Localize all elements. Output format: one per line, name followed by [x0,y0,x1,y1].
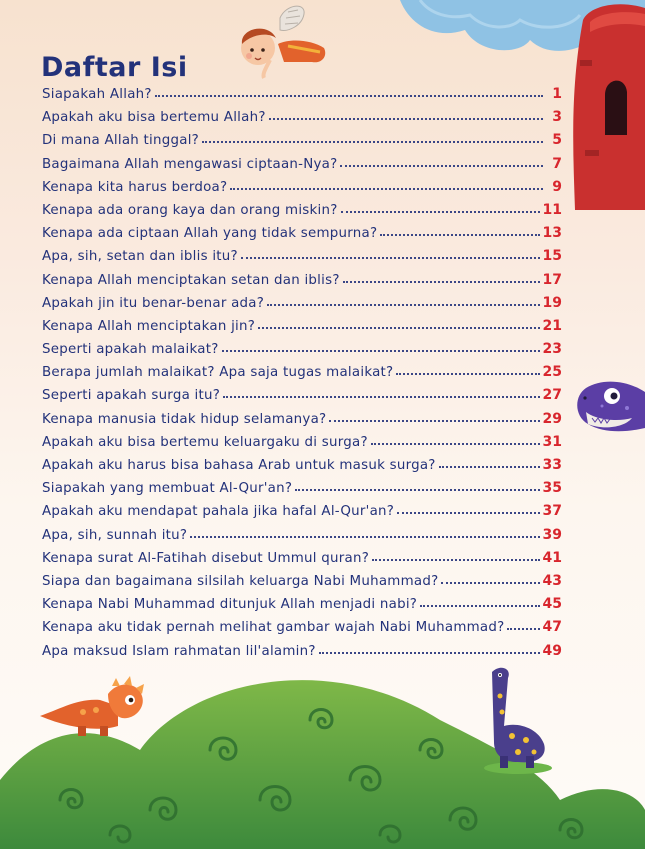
toc-entry-page-number: 49 [542,642,562,659]
toc-entry[interactable] [42,527,562,550]
toc-leader-dots [222,348,540,352]
toc-leader-dots [372,557,539,561]
toc-leader-dots [269,116,543,120]
flying-angel-illustration [228,4,338,84]
toc-entry-question: Apakah aku harus bisa bahasa Arab untuk masuk surga? [42,458,436,473]
toc-entry[interactable] [42,132,562,155]
toc-entry-page-number: 11 [542,201,562,218]
toc-leader-dots [241,255,540,259]
toc-leader-dots [258,325,539,329]
toc-entry-page-number: 31 [542,433,562,450]
toc-entry-question: Bagaimana Allah mengawasi ciptaan-Nya? [42,156,338,172]
toc-entry[interactable] [42,248,562,271]
toc-entry-question: Kenapa ada orang kaya dan orang miskin? [42,202,338,218]
toc-entry-question: Di mana Allah tinggal? [42,133,200,149]
toc-entry[interactable] [42,503,562,526]
toc-entry-question: Siapakah Allah? [42,87,152,102]
toc-entry[interactable] [42,434,562,457]
toc-entry[interactable] [42,272,562,295]
toc-entry[interactable] [42,156,562,179]
toc-entry-question: Siapa dan bagaimana silsilah keluarga Nabi Muhammad? [42,573,439,589]
toc-entry[interactable] [42,318,562,341]
toc-leader-dots [267,302,539,306]
toc-entry-question: Siapakah yang membuat Al-Qur'an? [42,481,293,497]
toc-entry-page-number: 5 [552,132,562,149]
toc-leader-dots [340,163,543,167]
red-tower-illustration [565,0,645,210]
toc-entry-question: Apa, sih, setan dan iblis itu? [42,249,238,265]
toc-entry[interactable] [42,596,562,619]
toc-entry[interactable] [42,480,562,503]
toc-entry-page-number: 39 [542,526,562,543]
toc-leader-dots [155,93,543,97]
toc-leader-dots [396,371,539,375]
toc-entry-page-number: 41 [542,549,562,566]
toc-entry-page-number: 33 [542,457,562,473]
toc-entry-question: Kenapa manusia tidak hidup selamanya? [42,411,327,427]
toc-title: Daftar Isi [41,52,188,83]
toc-entry-page-number: 29 [542,410,562,427]
toc-entry-question: Apa, sih, sunnah itu? [42,527,188,543]
toc-entry[interactable] [42,364,562,387]
toc-entry-question: Kenapa Allah menciptakan setan dan iblis? [42,272,340,288]
orange-triceratops-illustration [38,676,148,738]
toc-leader-dots [230,186,543,190]
toc-entry-question: Seperti apakah surga itu? [42,388,221,404]
toc-entry-page-number: 35 [542,480,562,497]
toc-entry-question: Kenapa aku tidak pernah melihat gambar wajah Nabi Muhammad? [42,620,505,636]
toc-leader-dots [380,232,539,236]
toc-entry-page-number: 7 [552,155,562,172]
toc-entry[interactable] [42,179,562,202]
toc-entry[interactable] [42,202,562,225]
toc-entry[interactable] [42,341,562,364]
toc-entry[interactable] [42,411,562,434]
toc-entry[interactable] [42,109,562,132]
toc-leader-dots [295,487,539,491]
toc-entry-page-number: 47 [542,619,562,636]
toc-leader-dots [420,603,539,607]
toc-entry-page-number: 45 [542,596,562,613]
toc-leader-dots [371,441,540,445]
toc-entry[interactable] [42,457,562,480]
toc-leader-dots [441,580,539,584]
toc-entry-page-number: 23 [542,341,562,358]
toc-entry[interactable] [42,86,562,109]
toc-entry-question: Seperti apakah malaikat? [42,342,219,358]
toc-leader-dots [190,534,539,538]
purple-dinosaur-illustration [572,372,645,444]
toc-entry-page-number: 37 [542,503,562,520]
toc-leader-dots [341,209,540,213]
toc-entry-page-number: 43 [542,572,562,589]
toc-entry[interactable] [42,295,562,318]
toc-leader-dots [507,626,539,630]
toc-entry-question: Apakah aku bisa bertemu keluargaku di surga? [42,434,368,450]
toc-leader-dots [343,279,540,283]
toc-entry-question: Apakah jin itu benar-benar ada? [42,295,265,311]
toc-entry-question: Apakah aku bisa bertemu Allah? [42,110,266,126]
toc-entry-page-number: 25 [542,364,562,381]
toc-entry-question: Kenapa ada ciptaan Allah yang tidak sempurna? [42,226,378,242]
toc-leader-dots [397,510,539,514]
toc-entry-page-number: 19 [542,294,562,311]
toc-entry-page-number: 15 [542,248,562,265]
toc-entry[interactable] [42,225,562,248]
toc-entry[interactable] [42,619,562,642]
toc-entry-question: Apa maksud Islam rahmatan lil'alamin? [42,643,316,659]
toc-entry-page-number: 21 [542,317,562,334]
toc-entry-question: Kenapa Allah menciptakan jin? [42,318,256,334]
toc-leader-dots [223,394,539,398]
toc-leader-dots [329,418,539,422]
toc-entry-page-number: 27 [542,387,562,404]
toc-leader-dots [439,464,540,468]
toc-entry[interactable] [42,550,562,573]
toc-entry[interactable] [42,573,562,596]
toc-entry-page-number: 3 [552,109,562,126]
toc-entry-question: Kenapa surat Al-Fatihah disebut Ummul quran? [42,550,370,566]
toc-leader-dots [319,650,540,654]
toc-entry-question: Kenapa kita harus berdoa? [42,179,228,195]
toc-entry-page-number: 17 [542,271,562,288]
toc-entry-question: Kenapa Nabi Muhammad ditunjuk Allah menjadi nabi? [42,597,418,613]
toc-entry[interactable] [42,387,562,410]
toc-entry-question: Apakah aku mendapat pahala jika hafal Al-Qur'an? [42,504,395,520]
toc-entry-page-number: 9 [552,178,562,195]
toc-leader-dots [202,139,543,143]
toc-entry-page-number: 13 [542,225,562,242]
toc-list [42,86,562,666]
spotted-longneck-dinosaur-illustration [478,666,558,776]
toc-entry-question: Berapa jumlah malaikat? Apa saja tugas malaikat? [42,365,394,381]
toc-entry-page-number: 1 [552,86,562,102]
